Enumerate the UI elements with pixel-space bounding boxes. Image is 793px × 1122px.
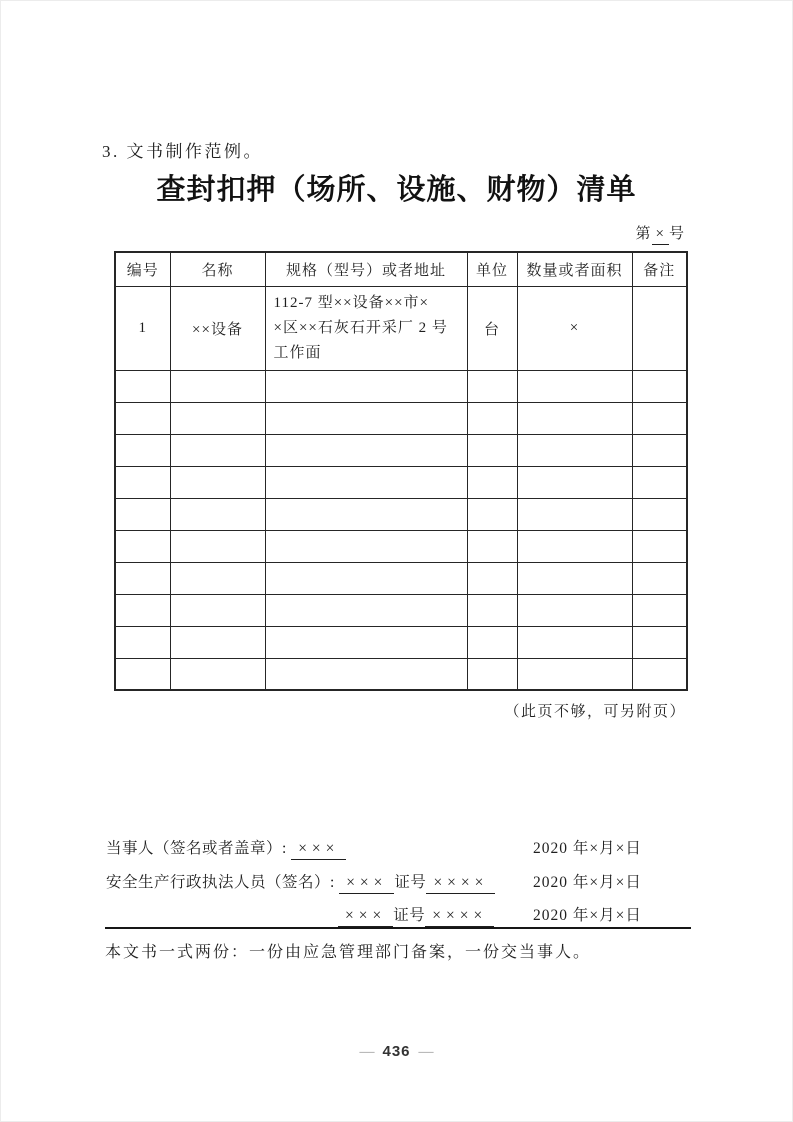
enforcer-signature-label: 安全生产行政执法人员（签名）:	[106, 874, 335, 891]
enforcer-1-cert-value: ××××	[426, 874, 495, 894]
divider-line	[105, 927, 691, 929]
cell-quantity	[517, 562, 632, 594]
enforcer-1-signature-value: ×××	[339, 874, 394, 894]
enforcer-1-cert-label: 证号	[394, 874, 427, 891]
cell-name	[170, 530, 265, 562]
enforcer-2-cert-label: 证号	[393, 907, 426, 924]
seizure-items-table	[114, 251, 688, 691]
cell-name	[170, 658, 265, 690]
column-header-name: 名称	[170, 252, 265, 286]
table-empty-row	[115, 562, 687, 594]
cell-unit	[467, 466, 517, 498]
copies-note: 本文书一式两份：一份由应急管理部门备案，一份交当事人。	[105, 944, 592, 961]
cell-name	[170, 434, 265, 466]
cell-name: ××设备	[170, 286, 265, 370]
cell-no	[115, 498, 170, 530]
cell-remark	[632, 594, 687, 626]
cell-spec	[265, 498, 467, 530]
column-header-remark: 备注	[632, 252, 687, 286]
cell-no	[115, 370, 170, 402]
cell-unit	[467, 370, 517, 402]
signature-row-enforcer-2	[106, 903, 690, 927]
cell-name	[170, 370, 265, 402]
cell-remark	[632, 562, 687, 594]
column-header-no: 编号	[115, 252, 170, 286]
page-number-dash-right: —	[418, 1044, 434, 1060]
enforcer-1-signature-date: 2020 年×月×日	[533, 874, 642, 891]
cell-unit	[467, 594, 517, 626]
page-number	[1, 1043, 792, 1061]
cell-spec	[265, 466, 467, 498]
cell-no	[115, 594, 170, 626]
cell-unit	[467, 498, 517, 530]
cell-spec	[265, 626, 467, 658]
table-empty-row	[115, 498, 687, 530]
cell-name	[170, 594, 265, 626]
cell-name	[170, 402, 265, 434]
doc-number-suffix: 号	[668, 226, 685, 242]
cell-remark	[632, 658, 687, 690]
cell-quantity	[517, 402, 632, 434]
cell-unit: 台	[467, 286, 517, 370]
cell-unit	[467, 402, 517, 434]
cell-unit	[467, 530, 517, 562]
cell-spec	[265, 402, 467, 434]
cell-remark	[632, 402, 687, 434]
doc-number	[636, 222, 686, 245]
cell-no	[115, 626, 170, 658]
cell-unit	[467, 434, 517, 466]
spec-line: 112-7 型××设备××市×	[273, 294, 429, 311]
cell-quantity	[517, 626, 632, 658]
cell-spec	[265, 594, 467, 626]
cell-unit	[467, 658, 517, 690]
enforcer-2-signature-value: ×××	[338, 907, 393, 927]
table-empty-row	[115, 530, 687, 562]
spec-line: ×区××石灰石开采厂 2 号	[273, 319, 448, 336]
cell-remark	[632, 370, 687, 402]
signature-row-enforcer-1	[106, 870, 690, 894]
cell-quantity	[517, 434, 632, 466]
cell-remark	[632, 466, 687, 498]
cell-spec	[265, 658, 467, 690]
party-signature-date: 2020 年×月×日	[533, 840, 642, 857]
cell-quantity	[517, 530, 632, 562]
doc-number-value: ×	[652, 226, 669, 245]
cell-remark	[632, 530, 687, 562]
cell-name	[170, 466, 265, 498]
table-row	[115, 286, 687, 370]
cell-quantity	[517, 370, 632, 402]
cell-no: 1	[115, 286, 170, 370]
section-label: 3. 文书制作范例。	[102, 142, 263, 161]
table-empty-row	[115, 626, 687, 658]
doc-number-prefix: 第	[635, 226, 652, 242]
cell-no	[115, 466, 170, 498]
cell-spec	[265, 370, 467, 402]
cell-no	[115, 562, 170, 594]
enforcer-2-cert-value: ××××	[425, 907, 494, 927]
cell-no	[115, 530, 170, 562]
cell-spec	[265, 530, 467, 562]
table-body	[115, 286, 687, 690]
party-signature-label: 当事人（签名或者盖章）:	[106, 840, 287, 857]
cell-unit	[467, 562, 517, 594]
signature-row-party	[106, 836, 690, 860]
column-header-unit: 单位	[467, 252, 517, 286]
cell-no	[115, 658, 170, 690]
cell-remark	[632, 434, 687, 466]
spec-line: 工作面	[273, 344, 322, 361]
cell-quantity	[517, 466, 632, 498]
table-empty-row	[115, 434, 687, 466]
cell-quantity	[517, 594, 632, 626]
attach-note: （此页不够，可另附页）	[504, 704, 686, 720]
cell-spec	[265, 286, 467, 370]
cell-no	[115, 434, 170, 466]
column-header-spec: 规格（型号）或者地址	[265, 252, 467, 286]
cell-name	[170, 562, 265, 594]
table-empty-row	[115, 370, 687, 402]
cell-spec	[265, 562, 467, 594]
cell-quantity	[517, 658, 632, 690]
cell-spec	[265, 434, 467, 466]
table-empty-row	[115, 466, 687, 498]
table-header-row	[115, 252, 687, 286]
table-empty-row	[115, 594, 687, 626]
cell-quantity	[517, 498, 632, 530]
table-empty-row	[115, 402, 687, 434]
page-number-dash-left: —	[359, 1044, 375, 1060]
cell-name	[170, 626, 265, 658]
cell-no	[115, 402, 170, 434]
cell-remark	[632, 498, 687, 530]
cell-name	[170, 498, 265, 530]
page-title: 查封扣押（场所、设施、财物）清单	[156, 174, 637, 206]
enforcer-2-signature-date: 2020 年×月×日	[533, 907, 642, 924]
page-number-value: 436	[382, 1043, 411, 1060]
cell-quantity: ×	[517, 286, 632, 370]
cell-remark	[632, 286, 687, 370]
cell-unit	[467, 626, 517, 658]
column-header-quantity: 数量或者面积	[517, 252, 632, 286]
table-empty-row	[115, 658, 687, 690]
party-signature-value: ×××	[291, 840, 346, 860]
cell-remark	[632, 626, 687, 658]
